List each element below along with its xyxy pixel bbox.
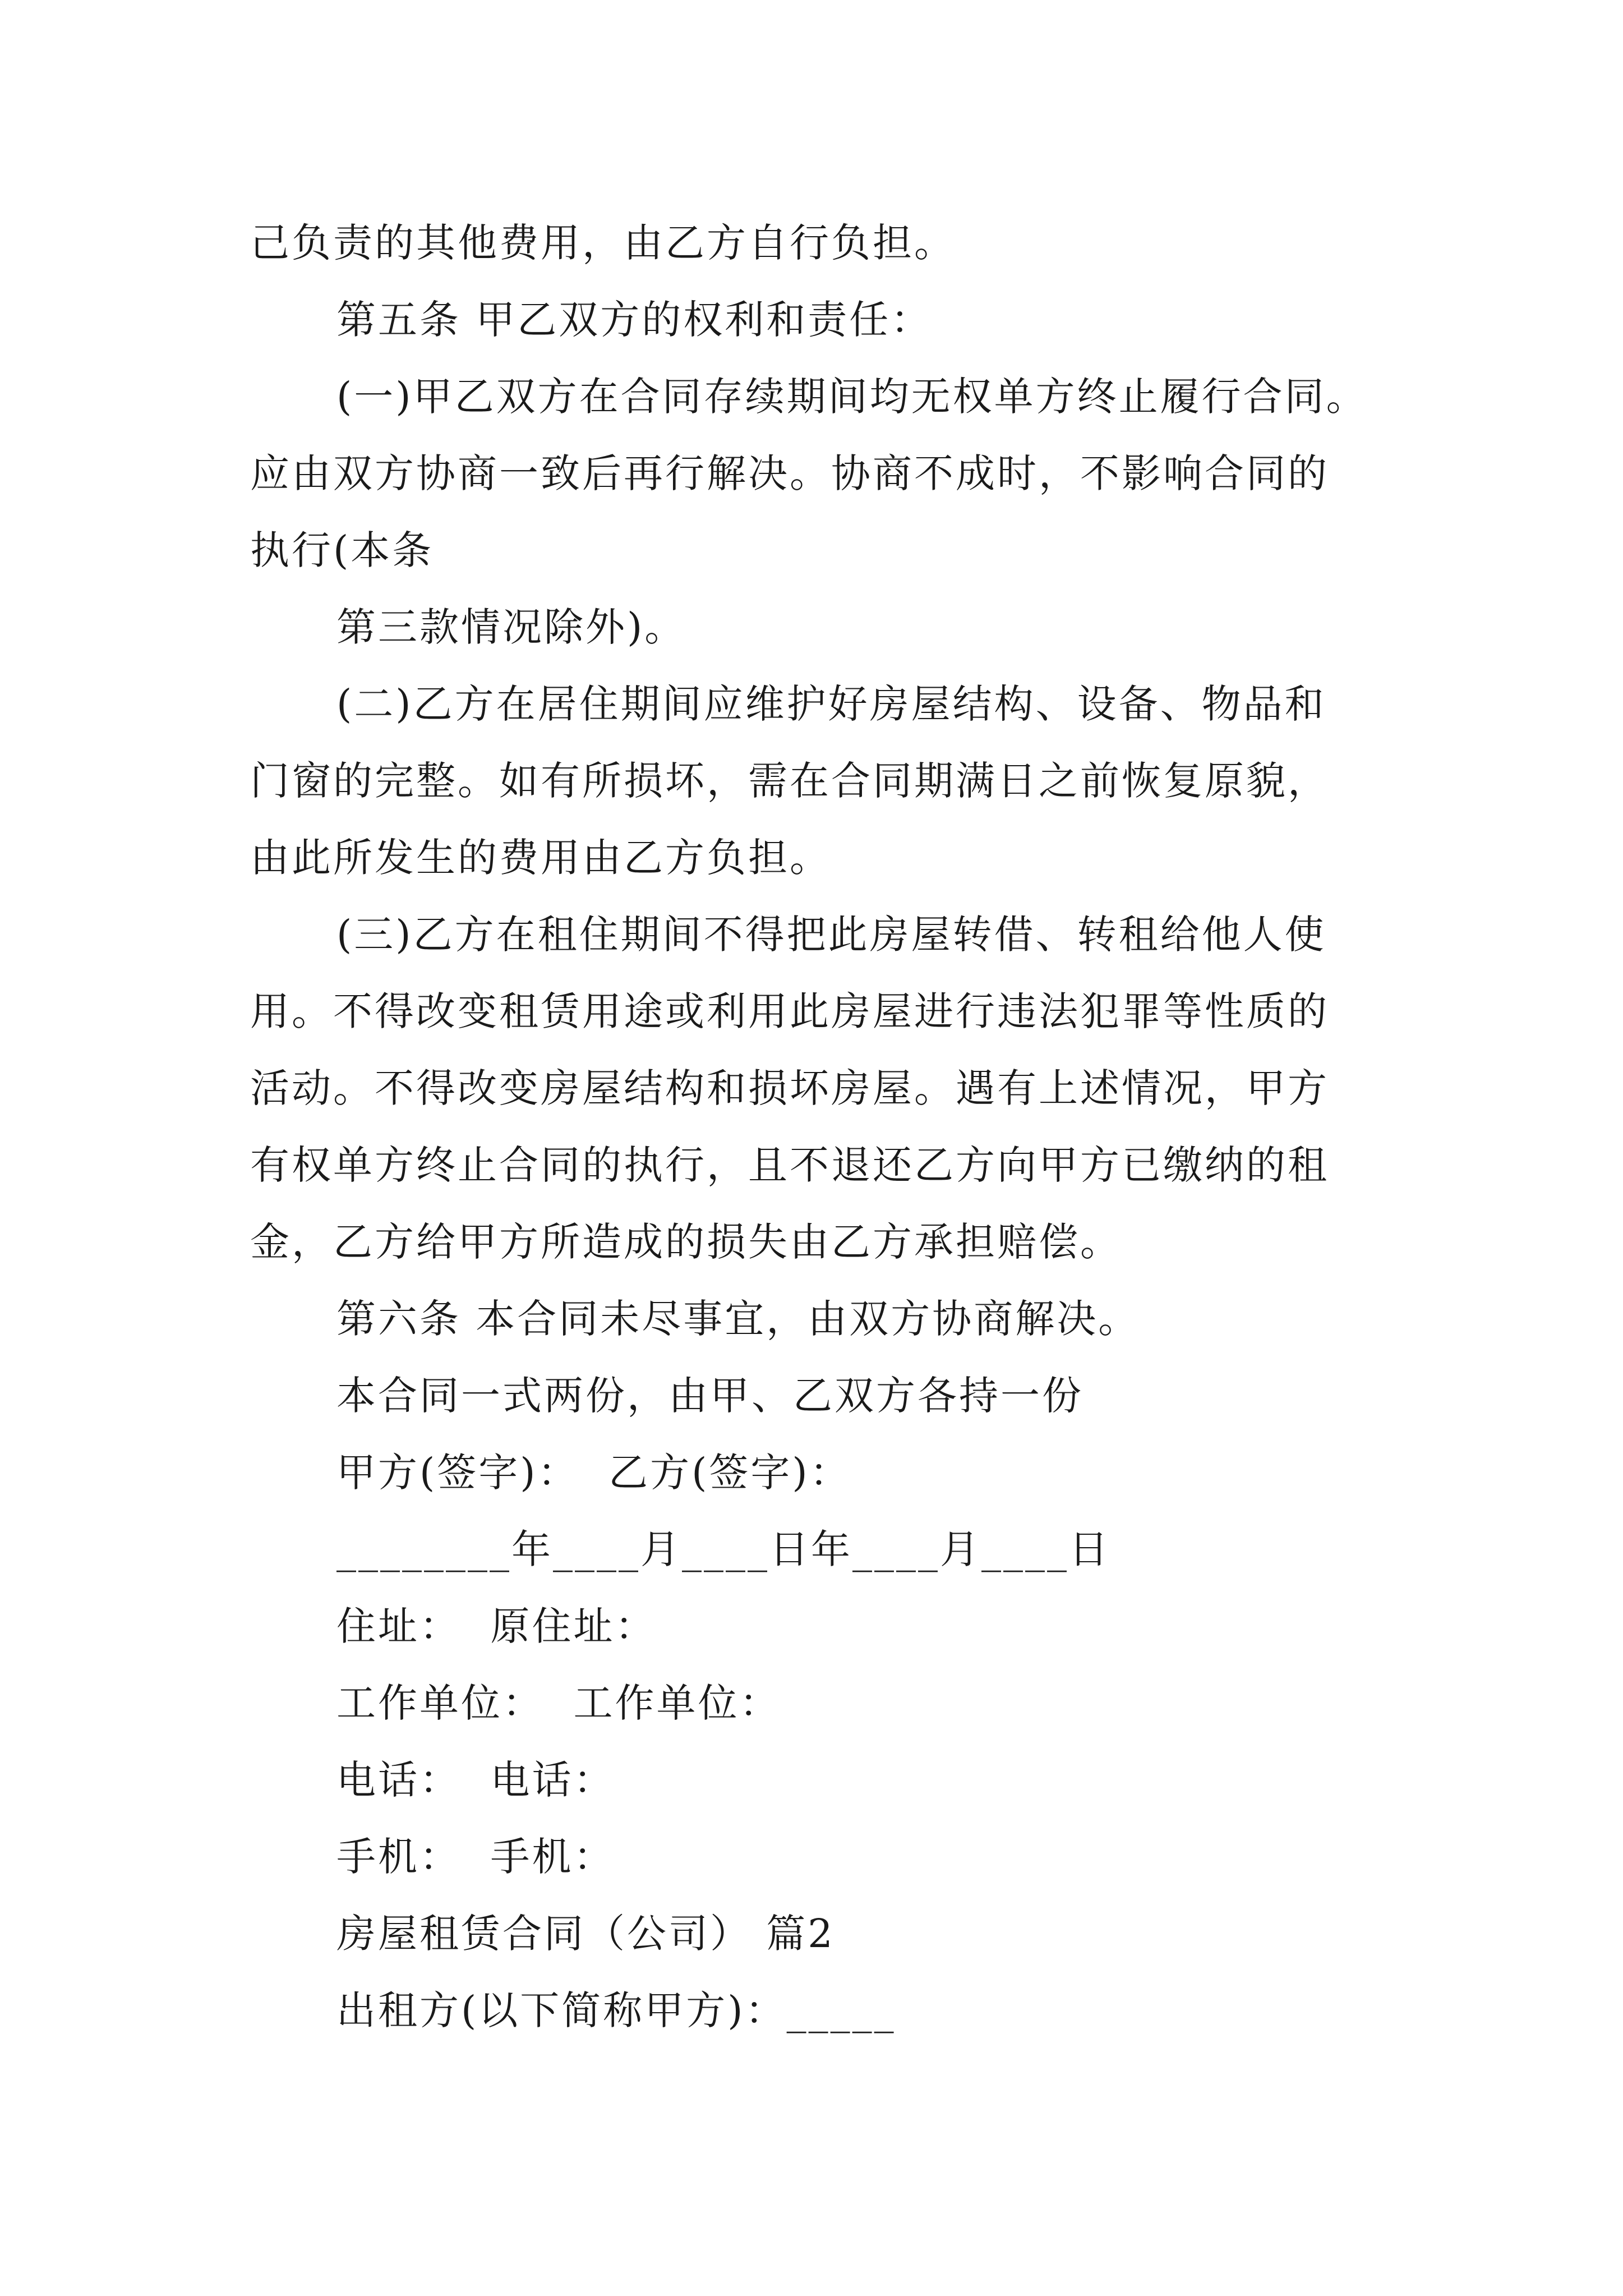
paragraph-line-8: 门窗的完整。如有所损坏，需在合同期满日之前恢复原貌， (250, 758, 1329, 804)
paragraph-line-12: 活动。不得改变房屋结构和损坏房屋。遇有上述情况，甲方 (250, 1065, 1329, 1111)
paragraph-line-14: 金，乙方给甲方所造成的损失由乙方承担赔偿。 (250, 1219, 1122, 1265)
date-line: ________年____月____日年____月____日 (336, 1526, 1110, 1572)
article-5-heading: 第五条 甲乙双方的权利和责任： (336, 297, 933, 343)
paragraph-line-3: (一)甲乙双方在合同存续期间均无权单方终止履行合同。 (336, 374, 1368, 420)
lessor-line: 出租方(以下简称甲方)：_____ (336, 1987, 896, 2033)
paragraph-line-4: 应由双方协商一致后再行解决。协商不成时，不影响合同的 (250, 450, 1329, 496)
paragraph-line-9: 由此所发生的费用由乙方负担。 (250, 835, 831, 881)
employer-line: 工作单位： 工作单位： (336, 1680, 781, 1726)
signature-line: 甲方(签字)： 乙方(签字)： (336, 1450, 851, 1496)
paragraph-line-6: 第三款情况除外)。 (336, 604, 686, 650)
article-6-heading: 第六条 本合同未尽事宜，由双方协商解决。 (336, 1296, 1140, 1342)
copies-clause: 本合同一式两份，由甲、乙双方各持一份 (336, 1373, 1083, 1419)
section-title: 房屋租赁合同（公司） 篇2 (336, 1911, 835, 1957)
mobile-line: 手机： 手机： (336, 1834, 615, 1880)
address-line: 住址： 原住址： (336, 1603, 657, 1649)
paragraph-line-11: 用。不得改变租赁用途或利用此房屋进行违法犯罪等性质的 (250, 988, 1329, 1034)
phone-line: 电话： 电话： (336, 1757, 615, 1803)
paragraph-line-5: 执行(本条 (250, 527, 434, 573)
paragraph-line-10: (三)乙方在租住期间不得把此房屋转借、转租给他人使 (336, 912, 1326, 958)
paragraph-line-7: (二)乙方在居住期间应维护好房屋结构、设备、物品和 (336, 681, 1326, 727)
paragraph-line-1: 己负责的其他费用，由乙方自行负担。 (250, 220, 956, 266)
paragraph-line-13: 有权单方终止合同的执行，且不退还乙方向甲方已缴纳的租 (250, 1142, 1329, 1188)
